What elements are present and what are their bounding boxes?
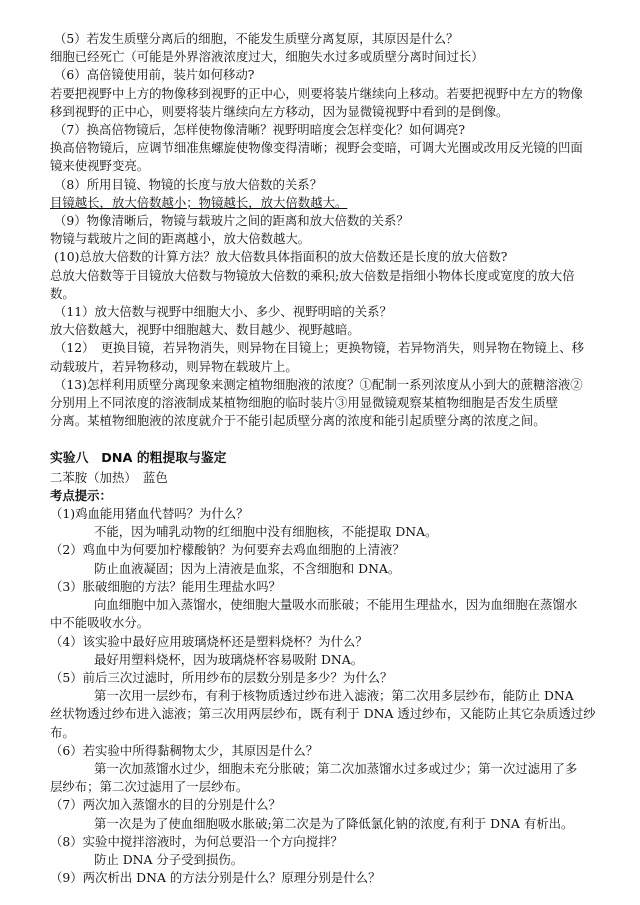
question-7: （7）换高倍物镜后，怎样使物像清晰？视野明暗度会怎样变化？如何调亮? — [54, 122, 466, 138]
dna-question-2: （2）鸡血中为何要加柠檬酸钠？为何要弃去鸡血细胞的上清液？ — [50, 542, 405, 558]
dna-answer-6-line2: 层纱布；第二次过滤用了一层纱布。 — [50, 779, 249, 795]
dna-answer-8: 防止 DNA 分子受到损伤。 — [94, 851, 244, 867]
question-9: （9）物像清晰后，物镜与载玻片之间的距离和放大倍数的关系？ — [54, 213, 409, 229]
item-13-line1: （13)怎样利用质壁分离现象来测定植物细胞液的浓度？①配制一系列浓度从小到大的蔗糖溶液② — [54, 376, 583, 392]
dna-answer-6-line1: 第一次加蒸馏水过少，细胞未充分胀破；第二次加蒸馏水过多或过少；第一次过滤用了多 — [94, 760, 578, 776]
tips-label: 考点提示： — [50, 487, 112, 503]
dna-answer-1: 不能，因为哺乳动物的红细胞中没有细胞核，不能提取 DNA。 — [94, 524, 438, 540]
answer-7-line1: 换高倍物镜后，应调节细准焦螺旋使物像变得清晰；视野会变暗，可调大光圈或改用反光镜的凹面 — [50, 140, 583, 156]
dna-question-9: （9）两次析出 DNA 的方法分别是什么？原理分别是什么？ — [50, 870, 381, 886]
item-13-line2: 分别用上不同浓度的溶液制成某植物细胞的临时装片③用显微镜观察某植物细胞是否发生质壁 — [50, 395, 559, 411]
dna-question-4: （4）该实验中最好应用玻璃烧杯还是塑料烧杯？为什么？ — [50, 633, 368, 649]
dna-answer-2: 防止血液凝固；因为上清液是血浆，不含细胞和 DNA。 — [94, 560, 401, 576]
section-title: 实验八 DNA 的粗提取与鉴定 — [50, 451, 227, 467]
answer-11: 放大倍数越大，视野中细胞越大、数目越少、视野越暗。 — [50, 322, 360, 338]
answer-9: 物镜与载玻片之间的距离越小，放大倍数越大。 — [50, 231, 311, 247]
dna-question-3: （3）胀破细胞的方法？能用生理盐水吗？ — [50, 578, 281, 594]
answer-7-line2: 镜来使视野变亮。 — [50, 158, 150, 174]
dna-answer-3-line1: 向血细胞中加入蒸馏水，使细胞大量吸水而胀破；不能用生理盐水，因为血细胞在蒸馏水 — [94, 597, 578, 613]
item-13-line3: 分离。某植物细胞液的浓度就介于不能引起质壁分离的浓度和能引起质壁分离的浓度之间。 — [50, 413, 546, 429]
answer-8: 目镜越长，放大倍数越小；物镜越长，放大倍数越大。 — [50, 194, 348, 210]
question-6: （6）高倍镜使用前，装片如何移动? — [54, 67, 255, 83]
reagent-line: 二苯胺（加热） 蓝色 — [50, 469, 168, 485]
dna-question-6: （6）若实验中所得黏稠物太少，其原因是什么？ — [50, 742, 319, 758]
answer-10-line2: 数。 — [50, 285, 75, 301]
answer-6-line1: 若要把视野中上方的物像移到视野的正中心，则要将装片继续向上移动。若要把视野中左方的物像 — [50, 85, 583, 101]
dna-question-7: （7）两次加入蒸馏水的目的分别是什么？ — [50, 797, 281, 813]
dna-answer-3-line2: 中不能吸收水分。 — [50, 615, 150, 631]
item-12-line1: （12） 更换目镜，若异物消失，则异物在目镜上；更换物镜，若异物消失，则异物在物镜上、移 — [54, 340, 584, 356]
question-11: （11）放大倍数与视野中细胞大小、多少、视野明暗的关系？ — [54, 304, 392, 320]
question-8: （8）所用目镜、物镜的长度与放大倍数的关系？ — [54, 176, 323, 192]
section-gap — [50, 430, 610, 450]
question-10: (10)总放大倍数的计算方法？放大倍数具体指面积的放大倍数还是长度的放大倍数? — [54, 249, 508, 265]
question-5: （5）若发生质壁分离后的细胞，不能发生质壁分离复原，其原因是什么？ — [54, 31, 459, 46]
dna-question-5: （5）前后三次过滤时，所用纱布的层数分别是多少？为什么？ — [50, 669, 393, 685]
dna-answer-5-line2: 丝状物透过纱布进入滤液；第三次用两层纱布，既有利于 DNA 透过纱布，又能防止其它杂质透过纱 — [50, 706, 596, 722]
answer-10-line1: 总放大倍数等于目镜放大倍数与物镜放大倍数的乘积;放大倍数是指细小物体长度或宽度的放大倍 — [50, 267, 575, 283]
dna-question-1: （1)鸡血能用猪血代替吗？为什么？ — [50, 506, 249, 522]
answer-6-line2: 移到视野的正中心，则要将装片继续向左方移动，因为显微镜视野中看到的是倒像。 — [50, 103, 509, 119]
dna-answer-4: 最好用塑料烧杯，因为玻璃烧杯容易吸附 DNA。 — [94, 651, 364, 667]
dna-answer-7: 第一次是为了使血细胞吸水胀破;第二次是为了降低氯化钠的浓度,有利于 DNA 有析出。 — [94, 815, 574, 831]
dna-question-8: （8）实验中搅拌溶液时，为何总要沿一个方向搅拌？ — [50, 833, 343, 849]
dna-answer-5-line1: 第一次用一层纱布，有利于核物质透过纱布进入滤液；第二次用多层纱布，能防止 DNA — [94, 688, 574, 704]
item-12-line2: 动载玻片，若异物移动，则异物在载玻片上。 — [50, 358, 298, 374]
dna-answer-5-line3: 布。 — [50, 724, 75, 740]
answer-5: 细胞已经死亡（可能是外界溶液浓度过大，细胞失水过多或质壁分离时间过长） — [50, 49, 484, 65]
